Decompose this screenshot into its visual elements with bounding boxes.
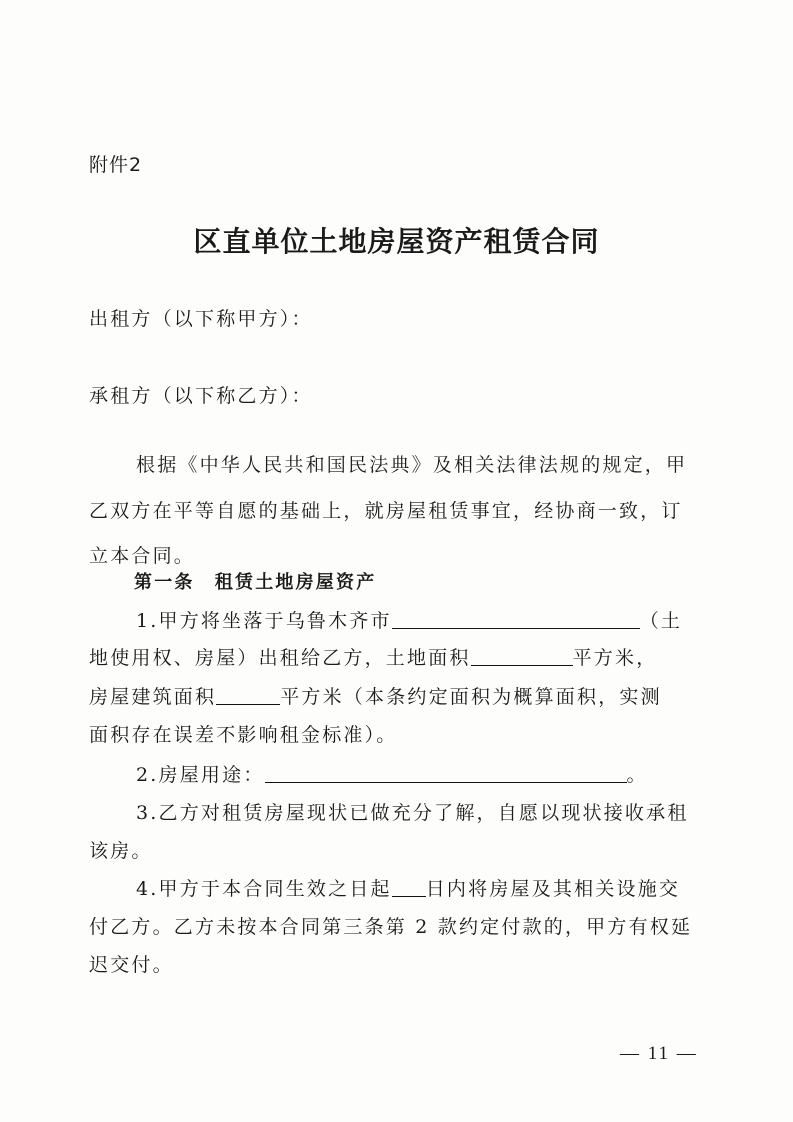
page-number: — 11 — [620,1043,698,1064]
article-1-item-3-line-1: 3.乙方对租赁房屋现状已做充分了解，自愿以现状接收承租 [136,802,689,824]
article-1-heading: 第一条 租赁土地房屋资产 [134,572,377,593]
usage-label: 2.房屋用途： [136,764,265,786]
item-1-land-note: （土 [639,610,683,632]
building-area-unit: 平方米（本条约定面积为概算面积，实测 [280,686,662,708]
article-1-item-1-line-2 [89,645,657,671]
article-1-item-1-line-3 [89,684,662,710]
article-1-item-2 [136,762,648,788]
article-1-item-4-line-1 [136,876,680,902]
preamble-line-3: 立本合同。 [89,545,196,567]
usage-end: 。 [626,764,648,786]
delivery-text: 日内将房屋及其相关设施交 [425,878,681,900]
party-a-line: 出租方（以下称甲方）： [89,308,313,330]
land-area-label: 地使用权、房屋）出租给乙方，土地面积 [89,647,471,669]
preamble-line-2: 乙双方在平等自愿的基础上，就房屋租赁事宜，经协商一致，订 [89,500,683,522]
page-title: 区直单位土地房屋资产租赁合同 [193,225,600,258]
article-1-item-3-line-2: 该房。 [89,840,153,862]
location-blank [392,608,640,629]
preamble-line-1: 根据《中华人民共和国民法典》及相关法律法规的规定，甲 [136,454,688,476]
article-1-item-1-line-1 [136,608,682,634]
usage-blank [265,762,627,783]
article-1-item-1-line-4: 面积存在误差不影响租金标准）。 [89,724,398,746]
land-area-unit: 平方米， [572,647,658,669]
delivery-label: 4.甲方于本合同生效之日起 [136,878,392,900]
party-b-line: 承租方（以下称乙方）： [89,385,313,407]
delivery-days-blank [392,876,426,897]
attachment-label: 附件2 [89,154,143,176]
article-1-item-4-line-2: 付乙方。乙方未按本合同第三条第 2 款约定付款的，甲方有权延 [89,916,693,938]
article-1-item-4-line-3: 迟交付。 [89,954,174,976]
item-1-location-label: 1.甲方将坐落于乌鲁木齐市 [136,610,392,632]
building-area-label: 房屋建筑面积 [89,686,217,708]
building-area-blank [216,684,280,705]
land-area-blank [471,645,573,666]
